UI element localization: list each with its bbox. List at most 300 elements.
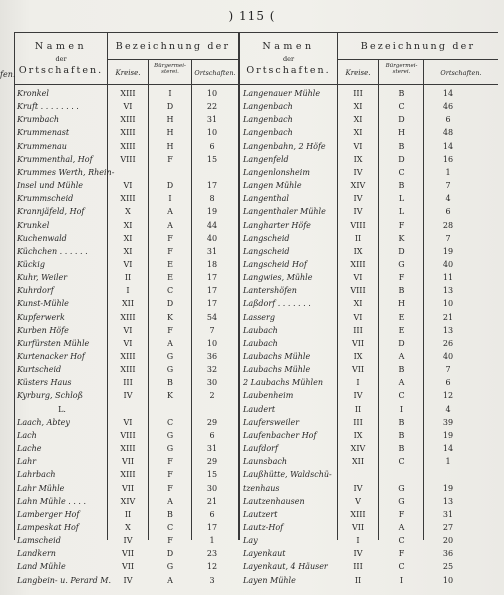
place-name: Krumbach [17,115,60,125]
buergermeisterei-value: D [166,299,174,309]
buergermeisterei-value: D [166,549,174,559]
buergermeisterei-value: C [398,457,405,467]
place-name: Land Mühle [17,562,66,572]
kreis-value: VI [123,102,133,112]
ortschaft-number: 23 [206,549,218,559]
kreis-value: VII [351,365,365,375]
buergermeisterei-value: A [167,496,173,506]
table-row [0,258,504,271]
buergermeisterei-value: C [398,167,405,177]
table-row [0,192,504,205]
buergermeisterei-value: F [398,509,405,519]
page-number: ) 115 ( [228,9,276,23]
kreis-value: VI [123,338,133,348]
buergermeisterei-value: F [398,220,405,230]
place-name: Layenkaut, 4 Häuser [243,562,328,572]
place-name: Laufenbacher Hof [243,430,317,440]
buergermeisterei-value: C [398,391,405,401]
kreis-value: XIII [120,470,136,480]
table-row [0,179,504,192]
kreis-value: III [353,562,363,572]
kreis-value: VII [121,457,135,467]
kreis-value: IX [353,154,363,164]
buergermeisterei-value: I [399,404,404,414]
place-name: Kurtscheid [17,365,62,375]
ortschaft-number: 10 [206,89,218,98]
ortschaft-number: 29 [206,417,218,427]
table-row [0,87,504,100]
place-name: Langenbach [243,115,293,125]
buergermeisterei-value: E [398,325,405,335]
place-name: Langenbach [243,102,293,112]
ortschaft-number: 12 [442,391,454,401]
kreis-value: VII [351,338,365,348]
buergermeisterei-value: K [167,312,173,322]
table-row [0,534,504,547]
ortschaft-number: 11 [442,273,454,283]
buergermeisterei-value: E [167,273,173,283]
place-name: Krummenau [17,141,67,151]
buergermeisterei-value: I [168,89,172,98]
kreis-value: XIII [120,444,136,454]
table-row [0,560,504,573]
ortschaft-number: 46 [442,102,454,112]
place-name: Kyrburg, Schloß [17,391,83,401]
kreis-value: IX [353,246,363,256]
buergermeisterei-value: I [399,575,404,585]
buergermeisterei-value: H [166,128,174,138]
kreis-value: VI [123,325,133,335]
place-name: Layenkaut [243,549,286,559]
buergermeisterei-value: H [166,141,174,151]
ortschaft-number: 36 [442,549,454,559]
header-rule [14,84,498,85]
buergermeisterei-value: F [167,457,173,467]
kreis-value: XIII [350,259,366,269]
place-name: Langbein- u. Perard M. [17,575,111,585]
place-name: Lamberger Hof [17,509,80,519]
ortschaft-number: 1 [445,457,451,467]
buergermeisterei-value: C [398,536,405,546]
buergermeisterei-value: E [398,312,405,322]
table-row [0,297,504,310]
ortschaft-number: 7 [445,181,451,191]
kreis-value: II [354,404,362,414]
place-name: L. [58,404,66,414]
kreis-value: VI [123,259,133,269]
bez-underline-left [108,59,238,60]
buergermeisterei-value: G [166,430,174,440]
buergermeisterei-value: G [398,483,405,493]
ortschaft-number: 4 [445,404,451,414]
ortschaft-number: 2 [209,391,215,401]
table-row [0,100,504,113]
kreis-value: XII [351,457,364,467]
table-row [0,271,504,284]
kreis-value: XI [353,115,363,125]
kreis-value: IV [123,575,133,585]
place-name: Langenbach [243,128,293,138]
table-row [0,350,504,363]
kreis-value: III [353,417,363,427]
ortschaft-number: 12 [206,562,218,572]
kreis-value: XI [123,246,133,256]
kreis-value: V [355,496,361,506]
ortschaft-number: 15 [206,154,218,164]
kreis-value: XI [353,128,363,138]
buergermeisterei-value: A [398,352,405,361]
kreis-value: XIII [120,115,136,125]
buergermeisterei-value: C [398,562,405,572]
kreis-value: XI [353,299,363,309]
table-row [0,245,504,258]
right-header-ortschaften-col: Ortschaften. [440,69,482,77]
place-name: Insel und Mühle [17,181,84,191]
place-name: Langscheid Hof [243,259,307,269]
right-header-ortschaften: Ortschaften. [246,65,331,76]
kreis-value: VI [353,141,363,151]
place-name: Laßdorf . . . . . . . [243,299,311,309]
kreis-value: XIII [120,141,136,151]
place-name: Kuchenwald [17,233,67,243]
right-header-buergermeistereien: Bürgermei-sterei. [385,63,418,76]
right-header-der: der [282,55,295,63]
kreis-value: III [353,325,363,335]
buergermeisterei-value: F [167,154,173,164]
kreis-value: XIII [120,128,136,138]
buergermeisterei-value: C [166,286,174,296]
kreis-value: IV [353,194,363,204]
ortschaft-number: 6 [209,509,215,519]
kreis-value: XI [123,220,133,230]
kreis-value: XII [121,299,134,309]
buergermeisterei-value: K [167,391,173,401]
table-row [0,495,504,508]
ortschaft-number: 30 [206,483,218,493]
ortschaft-number: 17 [206,522,218,532]
ortschaft-number: 7 [445,233,451,243]
table-row [0,455,504,468]
kreis-value: XIII [120,89,136,98]
place-name: Laubach [243,338,278,348]
ortschaft-number: 20 [442,536,454,546]
buergermeisterei-value: B [167,509,173,519]
left-header-ortschaften: Ortschaften. [18,65,104,76]
buergermeisterei-value: C [166,522,174,532]
kreis-value: XIII [120,194,136,204]
place-name: Lahn Mühle . . . . [17,496,87,506]
kreis-value: VI [353,273,363,283]
table-row [0,153,504,166]
kreis-value: I [126,286,130,296]
place-name: Kurtenacker Hof [17,352,85,361]
table-row [0,205,504,218]
buergermeisterei-value: D [166,102,174,112]
ortschaft-number: 13 [442,286,454,296]
buergermeisterei-value: A [167,207,173,217]
place-name: Lache [17,444,42,454]
place-name: 2 Laubachs Mühlen [243,378,323,388]
ortschaft-number: 30 [206,378,218,388]
kreis-value: XIV [120,496,136,506]
ortschaft-number: 17 [206,299,218,309]
buergermeisterei-value: E [167,259,173,269]
place-name: Kuhrdorf [17,286,54,296]
ortschaft-number: 31 [442,509,454,519]
ortschaft-number: 40 [442,352,454,361]
place-name: Langharter Höfe [243,220,311,230]
buergermeisterei-value: H [398,128,405,138]
kreis-value: I [356,536,360,546]
ortschaft-number: 31 [206,246,218,256]
buergermeisterei-value: I [168,194,172,204]
ortschaft-number: 7 [209,325,215,335]
buergermeisterei-value: B [398,417,405,427]
table-row [0,126,504,139]
ortschaft-number: 4 [445,194,451,204]
place-name: Lantershöfen [243,286,297,296]
place-name: Kuhr, Weiler [17,273,68,283]
ortschaft-number: 48 [442,128,454,138]
kreis-value: X [125,522,131,532]
ortschaft-number: 28 [442,220,454,230]
kreis-value: X [125,207,131,217]
place-name: Küchchen . . . . . . [17,246,88,256]
buergermeisterei-value: D [398,154,405,164]
ortschaft-number: 6 [445,378,451,388]
buergermeisterei-value: B [398,181,405,191]
buergermeisterei-value: B [398,286,405,296]
table-row [0,482,504,495]
ortschaft-number: 6 [445,115,451,125]
place-name: Laubach [243,325,278,335]
buergermeisterei-value: B [398,365,405,375]
buergermeisterei-value: B [167,378,173,388]
place-name: Laußhütte, Waldschü- [243,470,332,480]
ortschaft-number: 44 [206,220,218,230]
place-name: Laubachs Mühle [243,365,311,375]
place-name: Lamscheid [17,536,61,546]
left-header-kreise: Kreise. [115,69,141,77]
left-header-der: der [55,55,67,63]
table-row [0,547,504,560]
kreis-value: XIV [350,181,366,191]
place-name: Krummscheid [17,194,74,204]
table-row [0,140,504,153]
kreis-value: VI [123,417,133,427]
place-name: Langenthal [243,194,289,204]
place-name: Langenthaler Mühle [243,207,326,217]
place-name: Laudert [243,404,276,414]
ortschaft-number: 16 [442,154,454,164]
buergermeisterei-value: G [166,562,174,572]
place-name: Kunst-Mühle [17,299,69,309]
ortschaft-number: 15 [206,470,218,480]
place-name: Lampeskat Hof [17,522,79,532]
place-name: Kückig [17,259,45,269]
kreis-value: VIII [350,220,366,230]
buergermeisterei-value: A [398,378,405,388]
buergermeisterei-value: L [398,207,405,217]
place-name: Launsbach [243,457,288,467]
place-name: Lahrbach [17,470,56,480]
table-row [0,403,504,416]
ortschaft-number: 22 [206,102,218,112]
buergermeisterei-value: H [166,115,174,125]
ortschaft-number: 14 [442,89,454,98]
ortschaft-number: 26 [442,338,454,348]
kreis-value: IV [353,549,363,559]
ortschaft-number: 13 [442,496,454,506]
place-name: Kupferwerk [17,312,65,322]
buergermeisterei-value: G [166,352,174,361]
kreis-value: IV [353,483,363,493]
buergermeisterei-value: G [398,259,405,269]
ortschaft-number: 17 [206,273,218,283]
buergermeisterei-value: K [398,233,405,243]
buergermeisterei-value: G [166,365,174,375]
left-header-bezeichnung: Bezeichnung der [115,41,231,52]
ortschaft-number: 10 [206,338,218,348]
buergermeisterei-value: F [167,233,173,243]
ortschaft-number: 25 [442,562,454,572]
place-name: Krummenast [17,128,70,138]
ortschaft-number: 10 [442,575,454,585]
kreis-value: IX [353,352,363,361]
ortschaft-number: 39 [442,417,454,427]
left-header-namen: Namen [34,41,88,52]
place-name: Laubachs Mühle [243,352,311,361]
buergermeisterei-value: F [167,246,173,256]
place-name: Laach, Abtey [17,417,70,427]
kreis-value: II [354,233,362,243]
place-name: Laufersweiler [243,417,300,427]
kreis-value: XIII [350,509,366,519]
ortschaft-number: 36 [206,352,218,361]
kreis-value: IV [353,391,363,401]
ortschaft-number: 1 [209,536,215,546]
buergermeisterei-value: G [166,444,174,454]
table-row [0,389,504,402]
ortschaft-number: 31 [206,444,218,454]
place-name: Laufdorf [243,444,278,454]
place-name: tzenhaus [243,483,280,493]
kreis-value: VI [353,312,363,322]
kreis-value: IV [353,167,363,177]
ortschaft-number: 21 [442,312,454,322]
table-row [0,311,504,324]
ortschaft-number: 18 [206,259,218,269]
table-row [0,113,504,126]
kreis-value: VII [351,522,365,532]
place-name: Kronkel [17,89,49,98]
table-row [0,324,504,337]
table-row [0,363,504,376]
right-header-bezeichnung: Bezeichnung der [360,41,476,52]
right-header-kreise: Kreise. [345,69,371,77]
ortschaft-number: 3 [209,575,215,585]
table-row [0,219,504,232]
ortschaft-number: 1 [445,167,451,177]
buergermeisterei-value: A [167,220,173,230]
place-name: Krummes Werth, Rhein- [17,167,115,177]
place-name: Langenauer Mühle [243,89,321,98]
place-name: Küsters Haus [17,378,72,388]
buergermeisterei-value: F [167,483,173,493]
kreis-value: XIII [120,312,136,322]
right-header-namen: Namen [262,41,315,52]
place-name: Kruft . . . . . . . . [17,102,79,112]
place-name: Lahr [17,457,37,467]
table-row [0,232,504,245]
table-row [0,442,504,455]
kreis-value: XI [353,102,363,112]
place-name: Kurben Höfe [17,325,69,335]
ortschaft-number: 29 [206,457,218,467]
buergermeisterei-value: B [398,430,405,440]
buergermeisterei-value: D [398,338,405,348]
kreis-value: IV [123,391,133,401]
kreis-value: II [124,509,132,519]
kreis-value: II [354,575,362,585]
buergermeisterei-value: F [167,536,173,546]
kreis-value: III [353,89,363,98]
ortschaft-number: 13 [442,325,454,335]
place-name: Krunkel [17,220,50,230]
table-row [0,166,504,179]
buergermeisterei-value: C [398,102,405,112]
ortschaft-number: 19 [442,430,454,440]
buergermeisterei-value: C [166,417,174,427]
ortschaft-number: 10 [206,128,218,138]
ortschaft-number: 10 [442,299,454,309]
ortschaft-number: 54 [206,312,218,322]
left-header-ortschaften-col: Ortschaften. [194,69,236,77]
place-name: Lach [17,430,37,440]
buergermeisterei-value: F [398,273,405,283]
kreis-value: VII [121,483,135,493]
buergermeisterei-value: H [398,299,405,309]
buergermeisterei-value: D [398,115,405,125]
ortschaft-number: 27 [442,522,454,532]
place-name: Lahr Mühle [17,483,65,493]
kreis-value: XIV [350,444,366,454]
buergermeisterei-value: D [398,246,405,256]
table-row [0,429,504,442]
buergermeisterei-value: D [166,181,174,191]
place-name: Kurfürsten Mühle [17,338,90,348]
table-row [0,468,504,481]
table-row [0,337,504,350]
place-name: Lautz-Hof [243,522,284,532]
left-header-buergermeistereien: Bürgermei-sterei. [154,63,186,76]
place-name: Langenfeld [243,154,289,164]
buergermeisterei-value: G [398,496,405,506]
top-rule [14,32,498,33]
place-name: Langen Mühle [243,181,302,191]
buergermeisterei-value: L [398,194,405,204]
place-name: Laubenheim [243,391,294,401]
kreis-value: VII [121,562,135,572]
kreis-value: VIII [120,430,136,440]
ortschaft-number: 17 [206,181,218,191]
place-name: Lautzert [243,509,278,519]
place-name: Layen Mühle [243,575,296,585]
place-name: Krannjäfeld, Hof [17,207,85,217]
kreis-value: XIII [120,365,136,375]
table-row [0,521,504,534]
ortschaft-number: 6 [445,207,451,217]
